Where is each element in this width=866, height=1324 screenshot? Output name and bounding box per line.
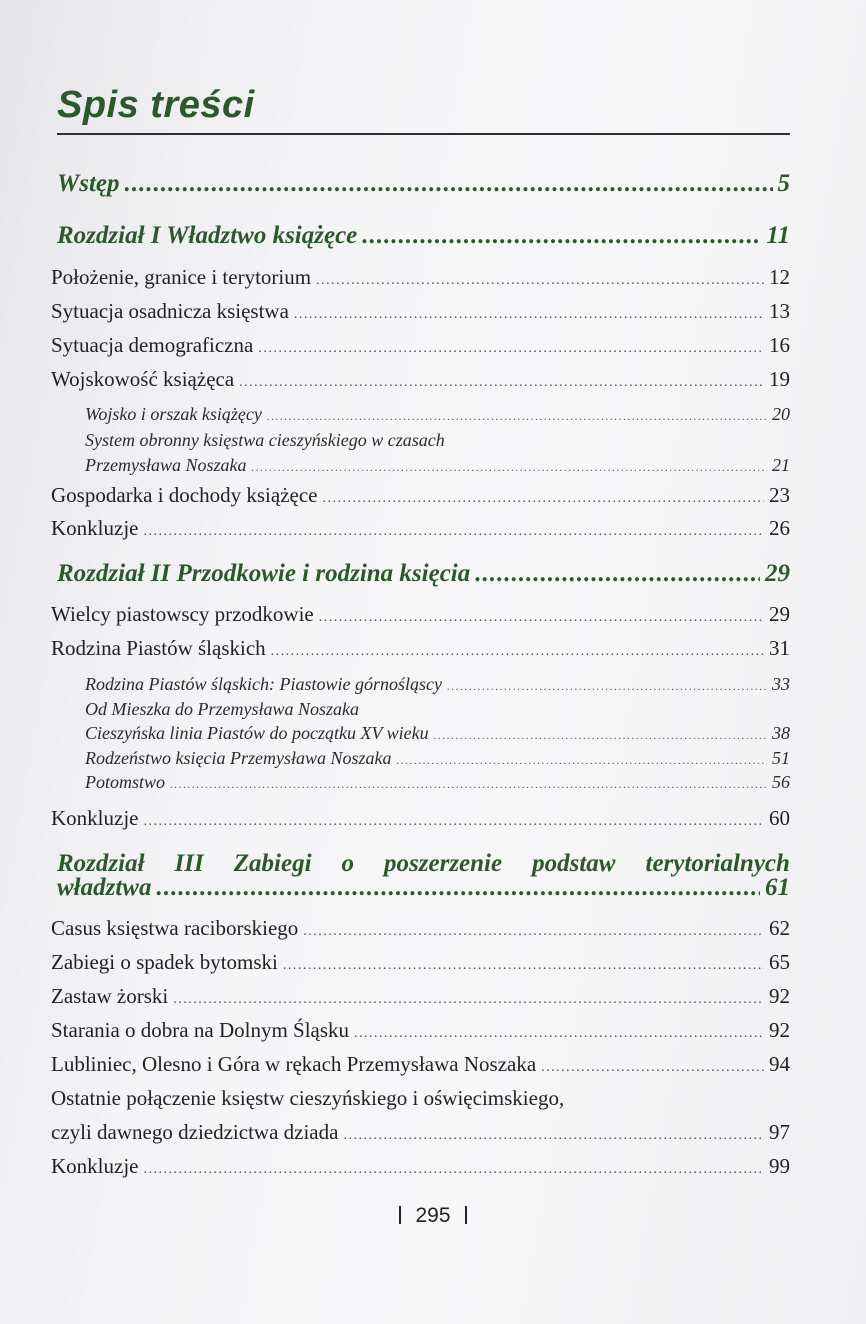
toc-page-number: 38 (772, 723, 790, 743)
toc-page-number: 13 (769, 299, 790, 323)
toc-subentry-label: Cieszyńska linia Piastów do początku XV wieku (85, 723, 429, 743)
toc-entry[interactable] (51, 602, 790, 627)
toc-page-number: 51 (772, 748, 790, 768)
toc-page-number: 29 (765, 560, 790, 587)
toc-subentry[interactable] (85, 748, 790, 769)
toc-entry-label: Zastaw żorski (51, 984, 169, 1008)
toc-entry[interactable] (51, 1120, 790, 1145)
toc-entry[interactable] (51, 367, 790, 392)
toc-entry[interactable] (51, 299, 790, 324)
toc-page-number: 94 (769, 1052, 790, 1076)
dot-leader (156, 874, 760, 902)
word: poszerzenie (384, 850, 503, 877)
toc-chapter-label: Rozdział I Władztwo książęce (57, 222, 358, 249)
dot-leader (258, 341, 764, 357)
toc-entry-label: Konkluzje (51, 806, 139, 830)
toc-subentry-label: Przemysława Noszaka (85, 455, 247, 475)
toc-entry[interactable] (51, 636, 790, 661)
toc-entry-label: Wojskowość książęca (51, 367, 235, 391)
toc-subentry[interactable] (85, 455, 790, 476)
toc-page-number: 21 (772, 455, 790, 475)
dot-leader (316, 273, 764, 289)
word: terytorialnych (645, 850, 790, 877)
dot-leader (541, 1060, 764, 1076)
toc-page-number: 56 (772, 772, 790, 792)
toc-subentry-line[interactable]: Od Mieszka do Przemysława Noszaka (85, 699, 359, 719)
toc-entry-line[interactable]: Ostatnie połączenie księstw cieszyńskiego i oświęcimskiego, (51, 1086, 565, 1110)
dot-leader (343, 1128, 764, 1144)
dot-leader (239, 375, 764, 391)
toc-subentry-label: Rodzina Piastów śląskich: Piastowie górnośląscy (85, 674, 442, 694)
dot-leader (396, 753, 767, 768)
dot-leader (294, 307, 764, 323)
folio-number: 295 (415, 1204, 451, 1227)
toc-page-number: 97 (769, 1120, 790, 1144)
toc-chapter-1[interactable] (57, 222, 790, 250)
dot-leader (170, 777, 767, 792)
toc-entry-label: czyli dawnego dziedzictwa dziada (51, 1120, 339, 1144)
word: III (174, 850, 204, 877)
toc-page-number: 33 (772, 674, 790, 694)
toc-page-number: 62 (769, 916, 790, 940)
dot-leader (362, 222, 761, 250)
toc-page-number: 11 (766, 222, 790, 249)
toc-chapter-label: Rozdział II Przodkowie i rodzina księcia (57, 560, 471, 587)
toc-page-number: 16 (769, 333, 790, 357)
toc-entry-label: Położenie, granice i terytorium (51, 265, 312, 289)
toc-entry-label: Zabiegi o spadek bytomski (51, 950, 278, 974)
dot-leader (475, 560, 760, 588)
toc-page-number: 5 (777, 170, 790, 197)
dot-leader (319, 610, 764, 626)
dot-leader (143, 814, 764, 830)
dot-leader (143, 1162, 764, 1178)
toc-chapter-3-line2[interactable] (57, 874, 790, 902)
toc-subentry[interactable] (85, 723, 790, 744)
dot-leader (173, 992, 764, 1008)
toc-entry-label: Gospodarka i dochody książęce (51, 483, 318, 507)
dot-leader (267, 409, 767, 424)
toc-entry[interactable] (51, 1154, 790, 1179)
word: podstaw (532, 850, 616, 877)
dot-leader (271, 644, 764, 660)
toc-page-number: 26 (769, 516, 790, 540)
toc-page-number: 65 (769, 950, 790, 974)
toc-subentry[interactable] (85, 772, 790, 793)
toc-subentry-label: Wojsko i orszak książęcy (85, 404, 262, 424)
page-title: Spis treści (57, 84, 255, 126)
toc-chapter-label: władztwa (57, 874, 152, 901)
toc-entry-label: Casus księstwa raciborskiego (51, 916, 299, 940)
dot-leader (434, 728, 767, 743)
toc-entry[interactable] (51, 950, 790, 975)
toc-page-number: 29 (769, 602, 790, 626)
toc-page-number: 61 (765, 874, 790, 901)
toc-subentry-label: Potomstwo (85, 772, 166, 792)
page-folio (0, 1204, 866, 1228)
toc-entry[interactable] (51, 1018, 790, 1043)
dot-leader (283, 958, 764, 974)
toc-page-number: 12 (769, 265, 790, 289)
dot-leader (354, 1026, 764, 1042)
toc-entry[interactable] (51, 265, 790, 290)
toc-entry[interactable] (51, 984, 790, 1009)
toc-chapter-2[interactable] (57, 560, 790, 588)
toc-subentry-label: Rodzeństwo księcia Przemysława Noszaka (85, 748, 392, 768)
dot-leader (323, 491, 765, 507)
toc-entry-label: Sytuacja osadnicza księstwa (51, 299, 289, 323)
word: Rozdział (57, 850, 145, 877)
toc-page-number: 31 (769, 636, 790, 660)
toc-entry[interactable] (51, 1052, 790, 1077)
toc-subentry[interactable] (85, 674, 790, 695)
toc-entry[interactable] (51, 333, 790, 358)
toc-page-number: 19 (769, 367, 790, 391)
toc-subentry-line[interactable]: System obronny księstwa cieszyńskiego w czasach (85, 430, 445, 450)
dot-leader (143, 524, 764, 540)
word: o (341, 850, 355, 877)
toc-entry[interactable] (51, 916, 790, 941)
toc-entry-label: Lubliniec, Olesno i Góra w rękach Przemysława Noszaka (51, 1052, 537, 1076)
folio-bar-left (399, 1206, 401, 1224)
toc-entry-label: Rodzina Piastów śląskich (51, 636, 266, 660)
toc-entry-label: Konkluzje (51, 1154, 139, 1178)
dot-leader (252, 460, 768, 475)
toc-page-number: 60 (769, 806, 790, 830)
dot-leader (303, 924, 764, 940)
folio-bar-right (465, 1206, 467, 1224)
toc-entry-label: Wielcy piastowscy przodkowie (51, 602, 314, 626)
toc-entry-label: Starania o dobra na Dolnym Śląsku (51, 1018, 350, 1042)
word: Zabiegi (233, 850, 312, 877)
dot-leader (125, 170, 773, 198)
dot-leader (447, 679, 767, 694)
toc-entry[interactable] (51, 516, 790, 541)
toc-entry[interactable] (51, 806, 790, 831)
toc-entry-label: Konkluzje (51, 516, 139, 540)
toc-page-number: 99 (769, 1154, 790, 1178)
toc-entry-intro[interactable] (57, 170, 790, 198)
toc-entry[interactable] (51, 483, 790, 508)
toc-page-number: 23 (769, 483, 790, 507)
toc-entry-label: Sytuacja demograficzna (51, 333, 254, 357)
toc-page-number: 92 (769, 1018, 790, 1042)
toc-page-number: 92 (769, 984, 790, 1008)
toc-entry-label: Wstęp (57, 170, 120, 197)
toc-subentry[interactable] (85, 404, 790, 425)
toc-page-number: 20 (772, 404, 790, 424)
